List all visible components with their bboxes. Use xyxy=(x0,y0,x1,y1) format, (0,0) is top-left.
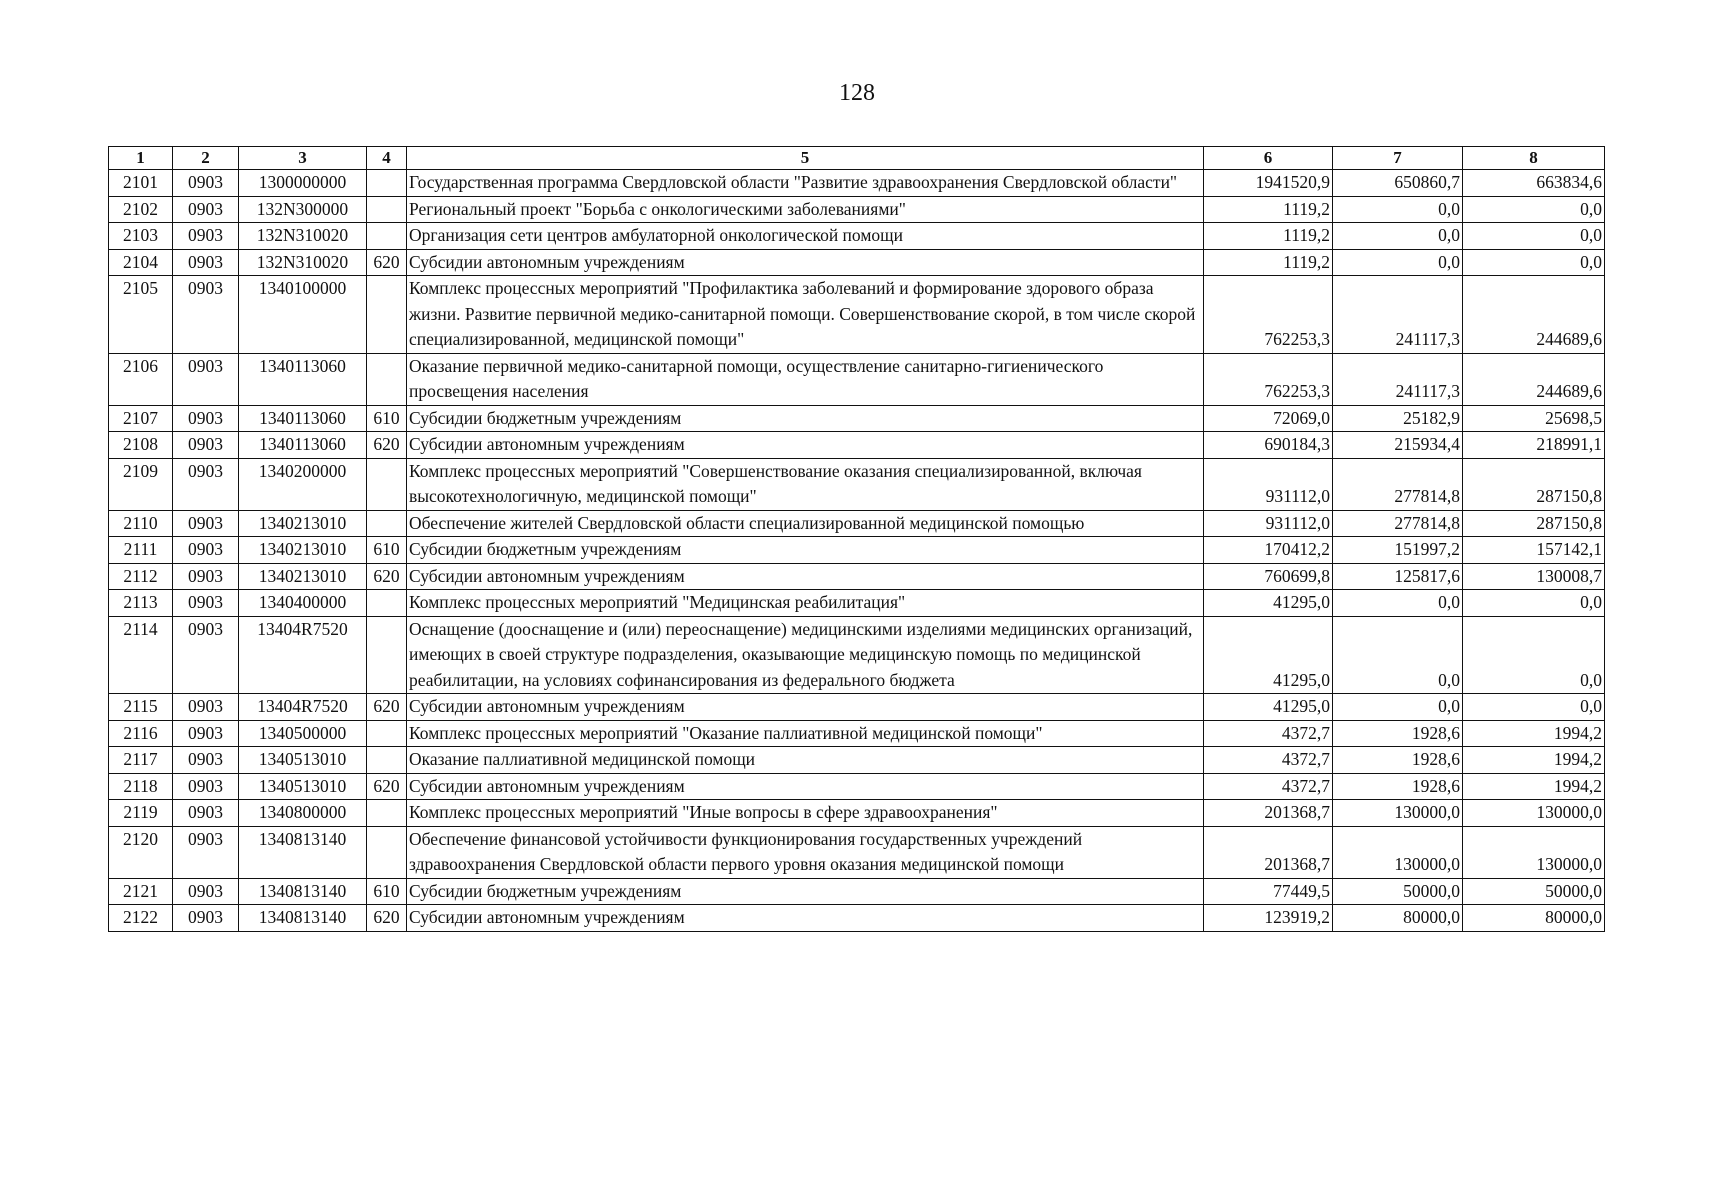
target-article-cell: 1340513010 xyxy=(239,747,367,774)
expense-type-cell xyxy=(367,800,407,827)
row-number-cell: 2118 xyxy=(109,773,173,800)
header-cell: 8 xyxy=(1463,147,1605,170)
table-row xyxy=(109,458,1605,510)
section-code-cell: 0903 xyxy=(173,170,239,197)
amount-col8-cell: 0,0 xyxy=(1463,694,1605,721)
amount-col8-cell: 244689,6 xyxy=(1463,353,1605,405)
item-name-cell: Комплекс процессных мероприятий "Совершенствование оказания специализированной, включая высокотехнологичную, медицинской помощи" xyxy=(407,458,1204,510)
expense-type-cell: 620 xyxy=(367,773,407,800)
amount-col8-cell: 1994,2 xyxy=(1463,747,1605,774)
row-number-cell: 2114 xyxy=(109,616,173,694)
amount-col8-cell: 287150,8 xyxy=(1463,458,1605,510)
amount-col7-cell: 1928,6 xyxy=(1333,720,1463,747)
row-number-cell: 2113 xyxy=(109,590,173,617)
amount-col7-cell: 650860,7 xyxy=(1333,170,1463,197)
amount-col7-cell: 130000,0 xyxy=(1333,800,1463,827)
table-row xyxy=(109,510,1605,537)
row-number-cell: 2109 xyxy=(109,458,173,510)
section-code-cell: 0903 xyxy=(173,353,239,405)
amount-col6-cell: 762253,3 xyxy=(1204,276,1333,354)
amount-col8-cell: 244689,6 xyxy=(1463,276,1605,354)
item-name-cell: Субсидии автономным учреждениям xyxy=(407,694,1204,721)
expense-type-cell: 610 xyxy=(367,878,407,905)
section-code-cell: 0903 xyxy=(173,773,239,800)
item-name-cell: Комплекс процессных мероприятий "Профилактика заболеваний и формирование здорового образа жизни. Развитие первичной медико-санитарной помощи. Совершенствование скорой, в том числе скорой специализированной, медицинской помощи" xyxy=(407,276,1204,354)
section-code-cell: 0903 xyxy=(173,720,239,747)
row-number-cell: 2120 xyxy=(109,826,173,878)
section-code-cell: 0903 xyxy=(173,249,239,276)
target-article-cell: 1340213010 xyxy=(239,510,367,537)
section-code-cell: 0903 xyxy=(173,616,239,694)
budget-table xyxy=(108,146,1605,932)
amount-col6-cell: 762253,3 xyxy=(1204,353,1333,405)
amount-col6-cell: 72069,0 xyxy=(1204,405,1333,432)
row-number-cell: 2112 xyxy=(109,563,173,590)
item-name-cell: Оказание паллиативной медицинской помощи xyxy=(407,747,1204,774)
table-row xyxy=(109,432,1605,459)
table-row xyxy=(109,800,1605,827)
item-name-cell: Субсидии автономным учреждениям xyxy=(407,905,1204,932)
target-article-cell: 1340513010 xyxy=(239,773,367,800)
amount-col7-cell: 0,0 xyxy=(1333,616,1463,694)
amount-col8-cell: 130008,7 xyxy=(1463,563,1605,590)
amount-col7-cell: 130000,0 xyxy=(1333,826,1463,878)
section-code-cell: 0903 xyxy=(173,276,239,354)
amount-col8-cell: 1994,2 xyxy=(1463,720,1605,747)
table-row xyxy=(109,747,1605,774)
target-article-cell: 13404R7520 xyxy=(239,694,367,721)
amount-col7-cell: 1928,6 xyxy=(1333,773,1463,800)
expense-type-cell xyxy=(367,747,407,774)
item-name-cell: Субсидии бюджетным учреждениям xyxy=(407,537,1204,564)
table-row xyxy=(109,405,1605,432)
section-code-cell: 0903 xyxy=(173,905,239,932)
table-row xyxy=(109,826,1605,878)
expense-type-cell: 610 xyxy=(367,537,407,564)
item-name-cell: Комплекс процессных мероприятий "Медицинская реабилитация" xyxy=(407,590,1204,617)
header-cell: 3 xyxy=(239,147,367,170)
row-number-cell: 2119 xyxy=(109,800,173,827)
item-name-cell: Субсидии автономным учреждениям xyxy=(407,249,1204,276)
header-cell: 1 xyxy=(109,147,173,170)
amount-col7-cell: 50000,0 xyxy=(1333,878,1463,905)
amount-col6-cell: 201368,7 xyxy=(1204,826,1333,878)
amount-col6-cell: 123919,2 xyxy=(1204,905,1333,932)
amount-col6-cell: 690184,3 xyxy=(1204,432,1333,459)
target-article-cell: 132N310020 xyxy=(239,249,367,276)
header-cell: 4 xyxy=(367,147,407,170)
table-row xyxy=(109,590,1605,617)
amount-col8-cell: 0,0 xyxy=(1463,249,1605,276)
table-row xyxy=(109,878,1605,905)
row-number-cell: 2111 xyxy=(109,537,173,564)
amount-col6-cell: 1119,2 xyxy=(1204,196,1333,223)
row-number-cell: 2102 xyxy=(109,196,173,223)
table-row xyxy=(109,353,1605,405)
amount-col8-cell: 130000,0 xyxy=(1463,800,1605,827)
expense-type-cell: 620 xyxy=(367,563,407,590)
expense-type-cell xyxy=(367,170,407,197)
amount-col8-cell: 1994,2 xyxy=(1463,773,1605,800)
item-name-cell: Комплекс процессных мероприятий "Оказание паллиативной медицинской помощи" xyxy=(407,720,1204,747)
table-row xyxy=(109,563,1605,590)
amount-col8-cell: 130000,0 xyxy=(1463,826,1605,878)
amount-col6-cell: 41295,0 xyxy=(1204,616,1333,694)
item-name-cell: Субсидии бюджетным учреждениям xyxy=(407,405,1204,432)
section-code-cell: 0903 xyxy=(173,223,239,250)
item-name-cell: Государственная программа Свердловской области "Развитие здравоохранения Свердловской области" xyxy=(407,170,1204,197)
amount-col8-cell: 157142,1 xyxy=(1463,537,1605,564)
amount-col8-cell: 0,0 xyxy=(1463,616,1605,694)
amount-col8-cell: 0,0 xyxy=(1463,590,1605,617)
amount-col7-cell: 0,0 xyxy=(1333,196,1463,223)
section-code-cell: 0903 xyxy=(173,800,239,827)
item-name-cell: Субсидии автономным учреждениям xyxy=(407,563,1204,590)
row-number-cell: 2105 xyxy=(109,276,173,354)
row-number-cell: 2122 xyxy=(109,905,173,932)
section-code-cell: 0903 xyxy=(173,196,239,223)
amount-col7-cell: 25182,9 xyxy=(1333,405,1463,432)
target-article-cell: 1340813140 xyxy=(239,905,367,932)
amount-col6-cell: 4372,7 xyxy=(1204,747,1333,774)
amount-col7-cell: 215934,4 xyxy=(1333,432,1463,459)
target-article-cell: 1340113060 xyxy=(239,405,367,432)
section-code-cell: 0903 xyxy=(173,563,239,590)
target-article-cell: 1340113060 xyxy=(239,353,367,405)
row-number-cell: 2121 xyxy=(109,878,173,905)
amount-col6-cell: 77449,5 xyxy=(1204,878,1333,905)
page-number: 128 xyxy=(839,80,875,106)
target-article-cell: 1340813140 xyxy=(239,826,367,878)
amount-col7-cell: 241117,3 xyxy=(1333,276,1463,354)
row-number-cell: 2107 xyxy=(109,405,173,432)
target-article-cell: 1300000000 xyxy=(239,170,367,197)
table-row xyxy=(109,223,1605,250)
table-row xyxy=(109,694,1605,721)
amount-col6-cell: 41295,0 xyxy=(1204,590,1333,617)
section-code-cell: 0903 xyxy=(173,432,239,459)
amount-col8-cell: 25698,5 xyxy=(1463,405,1605,432)
amount-col7-cell: 241117,3 xyxy=(1333,353,1463,405)
item-name-cell: Обеспечение жителей Свердловской области специализированной медицинской помощью xyxy=(407,510,1204,537)
table-header-row xyxy=(109,147,1605,170)
row-number-cell: 2101 xyxy=(109,170,173,197)
amount-col6-cell: 41295,0 xyxy=(1204,694,1333,721)
amount-col7-cell: 277814,8 xyxy=(1333,458,1463,510)
expense-type-cell xyxy=(367,616,407,694)
target-article-cell: 1340200000 xyxy=(239,458,367,510)
expense-type-cell xyxy=(367,510,407,537)
section-code-cell: 0903 xyxy=(173,458,239,510)
item-name-cell: Комплекс процессных мероприятий "Иные вопросы в сфере здравоохранения" xyxy=(407,800,1204,827)
amount-col6-cell: 760699,8 xyxy=(1204,563,1333,590)
table-row xyxy=(109,170,1605,197)
item-name-cell: Субсидии бюджетным учреждениям xyxy=(407,878,1204,905)
amount-col7-cell: 277814,8 xyxy=(1333,510,1463,537)
amount-col7-cell: 0,0 xyxy=(1333,249,1463,276)
row-number-cell: 2117 xyxy=(109,747,173,774)
row-number-cell: 2106 xyxy=(109,353,173,405)
amount-col6-cell: 1119,2 xyxy=(1204,249,1333,276)
item-name-cell: Субсидии автономным учреждениям xyxy=(407,773,1204,800)
expense-type-cell xyxy=(367,458,407,510)
target-article-cell: 1340800000 xyxy=(239,800,367,827)
expense-type-cell xyxy=(367,276,407,354)
expense-type-cell xyxy=(367,223,407,250)
amount-col7-cell: 151997,2 xyxy=(1333,537,1463,564)
row-number-cell: 2103 xyxy=(109,223,173,250)
amount-col8-cell: 218991,1 xyxy=(1463,432,1605,459)
expense-type-cell: 620 xyxy=(367,694,407,721)
item-name-cell: Оснащение (дооснащение и (или) переоснащение) медицинскими изделиями медицинских организаций, имеющих в своей структуре подразделения, оказывающие медицинскую помощь по медицинской реабилитации, на условиях софинансирования из федерального бюджета xyxy=(407,616,1204,694)
section-code-cell: 0903 xyxy=(173,510,239,537)
expense-type-cell: 620 xyxy=(367,432,407,459)
header-cell: 7 xyxy=(1333,147,1463,170)
expense-type-cell xyxy=(367,590,407,617)
amount-col7-cell: 80000,0 xyxy=(1333,905,1463,932)
expense-type-cell: 620 xyxy=(367,249,407,276)
amount-col7-cell: 0,0 xyxy=(1333,694,1463,721)
table-row xyxy=(109,276,1605,354)
amount-col8-cell: 80000,0 xyxy=(1463,905,1605,932)
row-number-cell: 2116 xyxy=(109,720,173,747)
header-cell: 2 xyxy=(173,147,239,170)
target-article-cell: 132N300000 xyxy=(239,196,367,223)
expense-type-cell xyxy=(367,826,407,878)
amount-col6-cell: 931112,0 xyxy=(1204,510,1333,537)
amount-col7-cell: 0,0 xyxy=(1333,590,1463,617)
table-row xyxy=(109,196,1605,223)
amount-col6-cell: 170412,2 xyxy=(1204,537,1333,564)
amount-col6-cell: 1119,2 xyxy=(1204,223,1333,250)
item-name-cell: Субсидии автономным учреждениям xyxy=(407,432,1204,459)
table-row xyxy=(109,720,1605,747)
section-code-cell: 0903 xyxy=(173,826,239,878)
table-row xyxy=(109,905,1605,932)
row-number-cell: 2108 xyxy=(109,432,173,459)
target-article-cell: 1340113060 xyxy=(239,432,367,459)
table-body xyxy=(109,170,1605,932)
target-article-cell: 1340400000 xyxy=(239,590,367,617)
amount-col8-cell: 287150,8 xyxy=(1463,510,1605,537)
amount-col8-cell: 50000,0 xyxy=(1463,878,1605,905)
table-row xyxy=(109,616,1605,694)
expense-type-cell: 620 xyxy=(367,905,407,932)
section-code-cell: 0903 xyxy=(173,694,239,721)
amount-col6-cell: 4372,7 xyxy=(1204,773,1333,800)
expense-type-cell xyxy=(367,196,407,223)
item-name-cell: Региональный проект "Борьба с онкологическими заболеваниями" xyxy=(407,196,1204,223)
table-row xyxy=(109,773,1605,800)
header-cell: 5 xyxy=(407,147,1204,170)
row-number-cell: 2110 xyxy=(109,510,173,537)
expense-type-cell xyxy=(367,720,407,747)
target-article-cell: 1340213010 xyxy=(239,563,367,590)
section-code-cell: 0903 xyxy=(173,537,239,564)
item-name-cell: Оказание первичной медико-санитарной помощи, осуществление санитарно-гигиенического просвещения населения xyxy=(407,353,1204,405)
item-name-cell: Организация сети центров амбулаторной онкологической помощи xyxy=(407,223,1204,250)
target-article-cell: 132N310020 xyxy=(239,223,367,250)
amount-col8-cell: 0,0 xyxy=(1463,196,1605,223)
section-code-cell: 0903 xyxy=(173,590,239,617)
amount-col8-cell: 0,0 xyxy=(1463,223,1605,250)
section-code-cell: 0903 xyxy=(173,747,239,774)
item-name-cell: Обеспечение финансовой устойчивости функционирования государственных учреждений здравоохранения Свердловской области первого уровня оказания медицинской помощи xyxy=(407,826,1204,878)
target-article-cell: 1340213010 xyxy=(239,537,367,564)
expense-type-cell xyxy=(367,353,407,405)
amount-col6-cell: 931112,0 xyxy=(1204,458,1333,510)
target-article-cell: 13404R7520 xyxy=(239,616,367,694)
target-article-cell: 1340813140 xyxy=(239,878,367,905)
amount-col7-cell: 0,0 xyxy=(1333,223,1463,250)
amount-col7-cell: 125817,6 xyxy=(1333,563,1463,590)
section-code-cell: 0903 xyxy=(173,878,239,905)
header-cell: 6 xyxy=(1204,147,1333,170)
section-code-cell: 0903 xyxy=(173,405,239,432)
table-row xyxy=(109,537,1605,564)
amount-col7-cell: 1928,6 xyxy=(1333,747,1463,774)
row-number-cell: 2115 xyxy=(109,694,173,721)
table-row xyxy=(109,249,1605,276)
amount-col6-cell: 1941520,9 xyxy=(1204,170,1333,197)
target-article-cell: 1340500000 xyxy=(239,720,367,747)
amount-col8-cell: 663834,6 xyxy=(1463,170,1605,197)
row-number-cell: 2104 xyxy=(109,249,173,276)
target-article-cell: 1340100000 xyxy=(239,276,367,354)
amount-col6-cell: 201368,7 xyxy=(1204,800,1333,827)
amount-col6-cell: 4372,7 xyxy=(1204,720,1333,747)
expense-type-cell: 610 xyxy=(367,405,407,432)
